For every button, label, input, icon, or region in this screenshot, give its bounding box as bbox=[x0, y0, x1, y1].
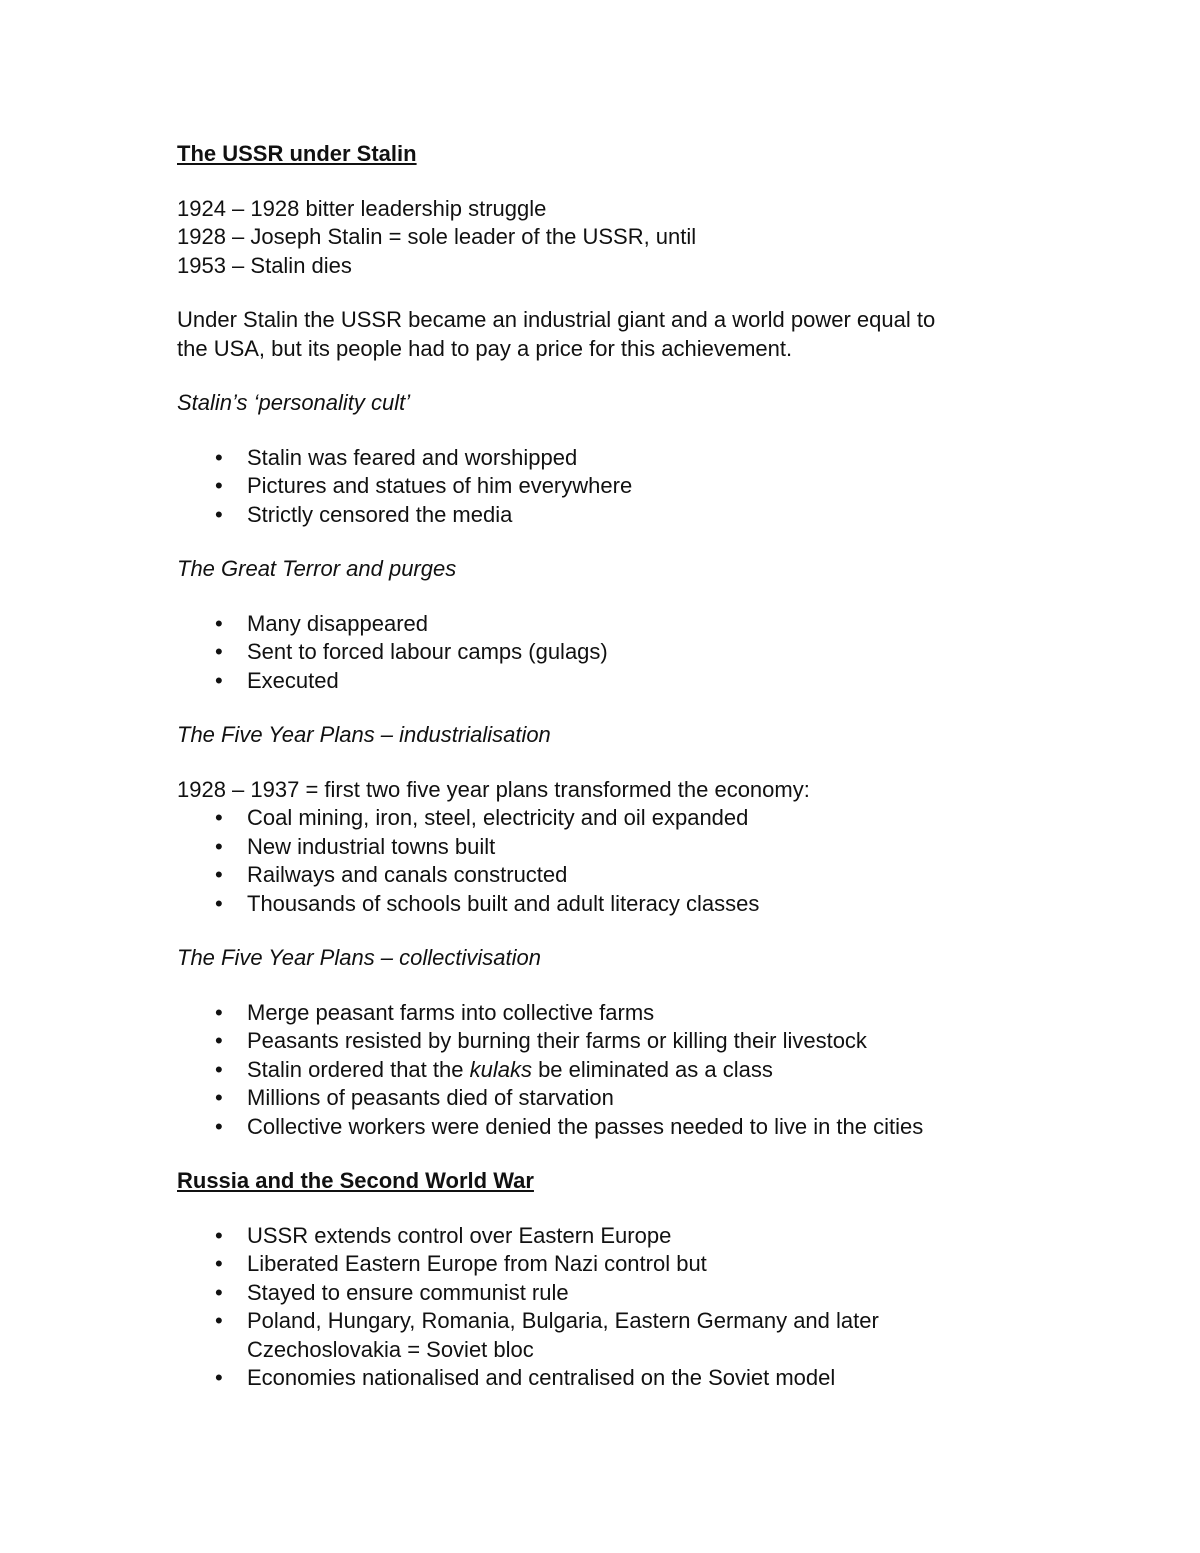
spacer bbox=[177, 363, 1037, 389]
bullet-icon: • bbox=[215, 610, 223, 636]
list-item: • Pictures and statues of him everywhere bbox=[177, 472, 1037, 501]
timeline-line: 1924 – 1928 bitter leadership struggle bbox=[177, 195, 547, 221]
intro-line: Under Stalin the USSR became an industrial giant and a world power equal to bbox=[177, 307, 936, 332]
list-item: • Many disappeared bbox=[177, 610, 1037, 639]
bullet-icon: • bbox=[215, 639, 223, 664]
timeline-line: 1928 – Joseph Stalin = sole leader of the USSR, until bbox=[177, 224, 697, 249]
bullet-icon: • bbox=[215, 805, 223, 830]
spacer bbox=[177, 418, 1037, 444]
spacer bbox=[177, 529, 1037, 555]
list-item: • Peasants resisted by burning their farms or killing their livestock bbox=[177, 1027, 1037, 1056]
list-item: • New industrial towns built bbox=[177, 833, 1037, 862]
document-page bbox=[177, 140, 1037, 1393]
list-item: • Liberated Eastern Europe from Nazi control but bbox=[177, 1250, 1037, 1279]
list-item: • Stalin was feared and worshipped bbox=[177, 444, 1037, 473]
bullet-icon: • bbox=[215, 999, 223, 1025]
bullet-icon: • bbox=[215, 1028, 223, 1053]
bullet-icon: • bbox=[215, 1222, 223, 1248]
list-item: • Executed bbox=[177, 667, 1037, 696]
bullet-icon: • bbox=[215, 1308, 223, 1333]
list-item: • Millions of peasants died of starvation bbox=[177, 1084, 1037, 1113]
list-item: • Merge peasant farms into collective farms bbox=[177, 999, 1037, 1028]
bullet-icon: • bbox=[215, 862, 223, 887]
collectivisation-list bbox=[177, 999, 1037, 1142]
list-item: • USSR extends control over Eastern Europe bbox=[177, 1222, 1037, 1251]
document-title: The USSR under Stalin bbox=[177, 141, 417, 166]
spacer bbox=[177, 169, 1037, 195]
bullet-icon: • bbox=[215, 1365, 223, 1390]
section-heading-second-world-war: Russia and the Second World War bbox=[177, 1168, 534, 1193]
list-item: • Thousands of schools built and adult literacy classes bbox=[177, 890, 1037, 919]
bullet-icon: • bbox=[215, 444, 223, 470]
list-item: • Stayed to ensure communist rule bbox=[177, 1279, 1037, 1308]
spacer bbox=[177, 750, 1037, 776]
spacer bbox=[177, 280, 1037, 306]
spacer bbox=[177, 1141, 1037, 1167]
bullet-icon: • bbox=[215, 1279, 223, 1305]
list-item: • Coal mining, iron, steel, electricity and oil expanded bbox=[177, 804, 1037, 833]
bullet-icon: • bbox=[215, 890, 223, 916]
list-item: • Economies nationalised and centralised on the Soviet model bbox=[177, 1364, 1037, 1393]
list-item: • Strictly censored the media bbox=[177, 501, 1037, 530]
spacer bbox=[177, 918, 1037, 944]
second-world-war-list bbox=[177, 1222, 1037, 1393]
industrialisation-list bbox=[177, 804, 1037, 918]
spacer bbox=[177, 1196, 1037, 1222]
list-item: • Railways and canals constructed bbox=[177, 861, 1037, 890]
bullet-icon: • bbox=[215, 501, 223, 527]
list-item: • Sent to forced labour camps (gulags) bbox=[177, 638, 1037, 667]
section-heading-personality-cult: Stalin’s ‘personality cult’ bbox=[177, 390, 411, 415]
bullet-icon: • bbox=[215, 833, 223, 859]
section-heading-collectivisation: The Five Year Plans – collectivisation bbox=[177, 945, 541, 970]
section-heading-great-terror: The Great Terror and purges bbox=[177, 556, 457, 581]
list-item: • Poland, Hungary, Romania, Bulgaria, Eastern Germany and later Czechoslovakia = Soviet bloc bbox=[215, 1308, 879, 1362]
bullet-icon: • bbox=[215, 1085, 223, 1110]
personality-cult-list bbox=[177, 444, 1037, 530]
spacer bbox=[177, 584, 1037, 610]
bullet-icon: • bbox=[215, 667, 223, 693]
great-terror-list bbox=[177, 610, 1037, 696]
emphasis-kulaks: kulaks bbox=[469, 1056, 532, 1082]
timeline-line: 1953 – Stalin dies bbox=[177, 252, 352, 278]
intro-line: the USA, but its people had to pay a price for this achievement. bbox=[177, 335, 793, 361]
industrialisation-lead: 1928 – 1937 = first two five year plans transformed the economy: bbox=[177, 776, 810, 802]
spacer bbox=[177, 973, 1037, 999]
list-item: • Collective workers were denied the passes needed to live in the cities bbox=[177, 1113, 1037, 1142]
bullet-icon: • bbox=[215, 1056, 223, 1082]
list-item: • Stalin ordered that the kulaks be eliminated as a class bbox=[177, 1056, 1037, 1085]
bullet-icon: • bbox=[215, 1251, 223, 1276]
section-heading-industrialisation: The Five Year Plans – industrialisation bbox=[177, 722, 551, 747]
bullet-icon: • bbox=[215, 1113, 223, 1139]
spacer bbox=[177, 695, 1037, 721]
bullet-icon: • bbox=[215, 473, 223, 498]
